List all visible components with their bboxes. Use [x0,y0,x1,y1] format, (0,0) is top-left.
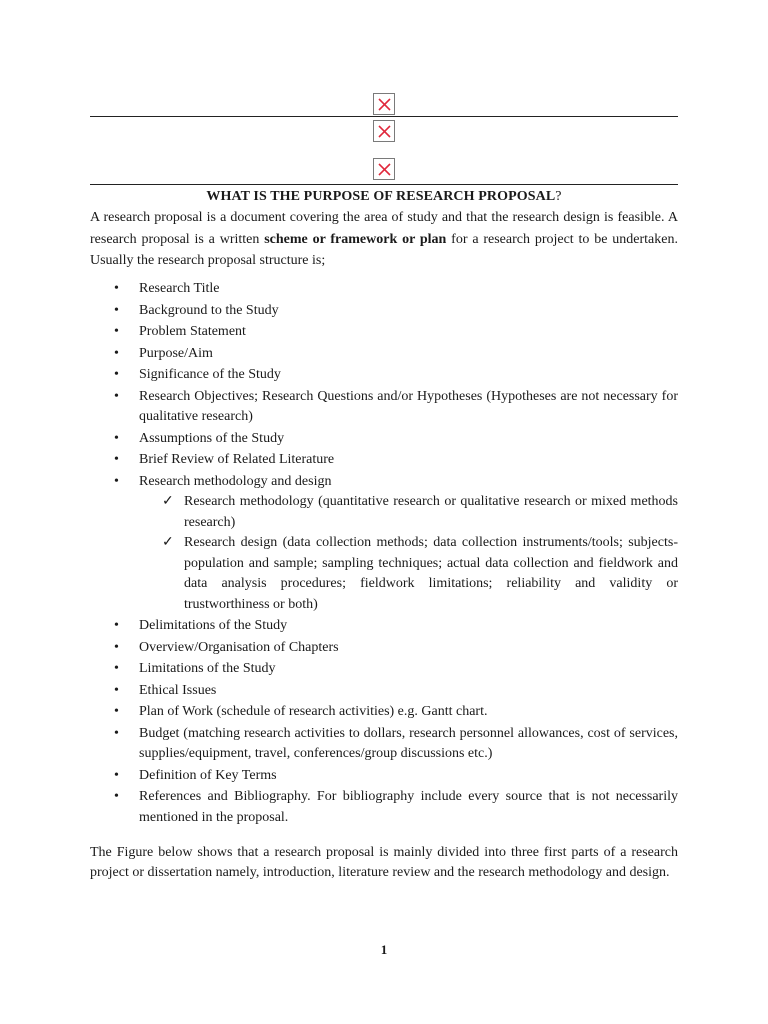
list-item-text: Research Title [139,281,220,296]
list-item-text: Plan of Work (schedule of research activities) e.g. Gantt chart. [139,704,488,719]
broken-image-icon [373,93,395,115]
heading-question-mark: ? [555,189,562,204]
sub-list-item-text: Research design (data collection methods; data collection instruments/tools; subjects-population and sample; sampling techniques; actual data collection and fieldwork and data analysis procedures; fieldwork limitations; reliability and validity or trustworthiness or both) [184,535,678,612]
list-item-text: Brief Review of Related Literature [139,452,335,467]
list-item-text: Research methodology and design [139,473,332,489]
list-item-text: Problem Statement [139,324,246,339]
list-item [90,322,678,343]
list-item-text: Delimitations of the Study [139,618,288,633]
list-item [90,616,678,637]
checkmark-icon: ✓ [162,535,174,550]
bullet-icon: • [114,324,119,339]
list-item-text: Overview/Organisation of Chapters [139,639,339,655]
list-item [90,365,678,386]
bullet-icon: • [114,430,119,446]
list-item-text: Assumptions of the Study [139,430,285,446]
bullet-icon: • [114,618,119,633]
page-number: 1 [380,942,388,957]
list-item [90,344,678,365]
list-item [90,766,678,787]
bullet-icon: • [114,281,119,296]
list-item-text: References and Bibliography. For bibliography include every source that is not necessarily mentioned in the proposal. [139,789,678,825]
list-item-text: Limitations of the Study [139,661,276,676]
bullet-icon: • [114,367,119,382]
list-item-text: Purpose/Aim [139,345,213,361]
sub-list-item-text: Research methodology (quantitative research or qualitative research or mixed methods research) [184,494,678,530]
list-item [90,450,678,471]
bullet-icon: • [114,388,119,404]
list-item-text: Ethical Issues [139,682,217,698]
list-item-text: Significance of the Study [139,367,281,382]
list-item-text: Definition of Key Terms [139,767,277,783]
list-item [90,787,678,828]
list-item [90,279,678,300]
list-item [90,387,678,428]
broken-image-icon [373,120,395,142]
bullet-icon: • [114,345,119,361]
sub-list-item [90,492,678,533]
bullet-icon: • [114,767,119,783]
list-item [90,659,678,680]
sub-list-item [90,533,678,615]
checkmark-icon: ✓ [162,494,174,509]
bullet-icon: • [114,661,119,676]
list-item [90,301,678,322]
bullet-icon: • [114,302,119,318]
list-item [90,681,678,702]
broken-image-icon [373,158,395,180]
list-item [90,472,678,493]
heading-text: WHAT IS THE PURPOSE OF RESEARCH PROPOSAL [206,189,556,204]
list-item-text: Budget (matching research activities to dollars, research personnel allowances, cost of services, supplies/equipment, travel, conferences/group discussions etc.) [139,725,678,761]
intro-text-2: for a research project to be undertaken. Usually the research proposal structure is; [90,231,678,268]
bullet-icon: • [114,473,119,489]
closing-paragraph: The Figure below shows that a research proposal is mainly divided into three first parts of a research project or dissertation namely, introduction, literature review and the research methodology and design. [90,845,678,880]
list-item-text: Research Objectives; Research Questions and/or Hypotheses (Hypotheses are not necessary for qualitative research) [139,388,678,424]
list-item [90,702,678,723]
list-item-text: Background to the Study [139,302,279,318]
bullet-icon: • [114,704,119,719]
list-item [90,638,678,659]
list-item [90,724,678,765]
proposal-structure-list [90,279,678,828]
section-heading [90,188,678,206]
bullet-icon: • [114,452,119,467]
bullet-icon: • [114,639,119,655]
intro-text-1: A research proposal is a document covering the area of study and that the research design is feasible. A research proposal is a written [90,210,678,247]
horizontal-rule [90,116,678,117]
intro-paragraph [90,207,678,272]
horizontal-rule [90,184,678,185]
intro-bold-text: scheme or framework or plan [264,231,447,247]
bullet-icon: • [114,789,119,804]
bullet-icon: • [114,725,119,741]
bullet-icon: • [114,682,119,698]
list-item [90,429,678,450]
